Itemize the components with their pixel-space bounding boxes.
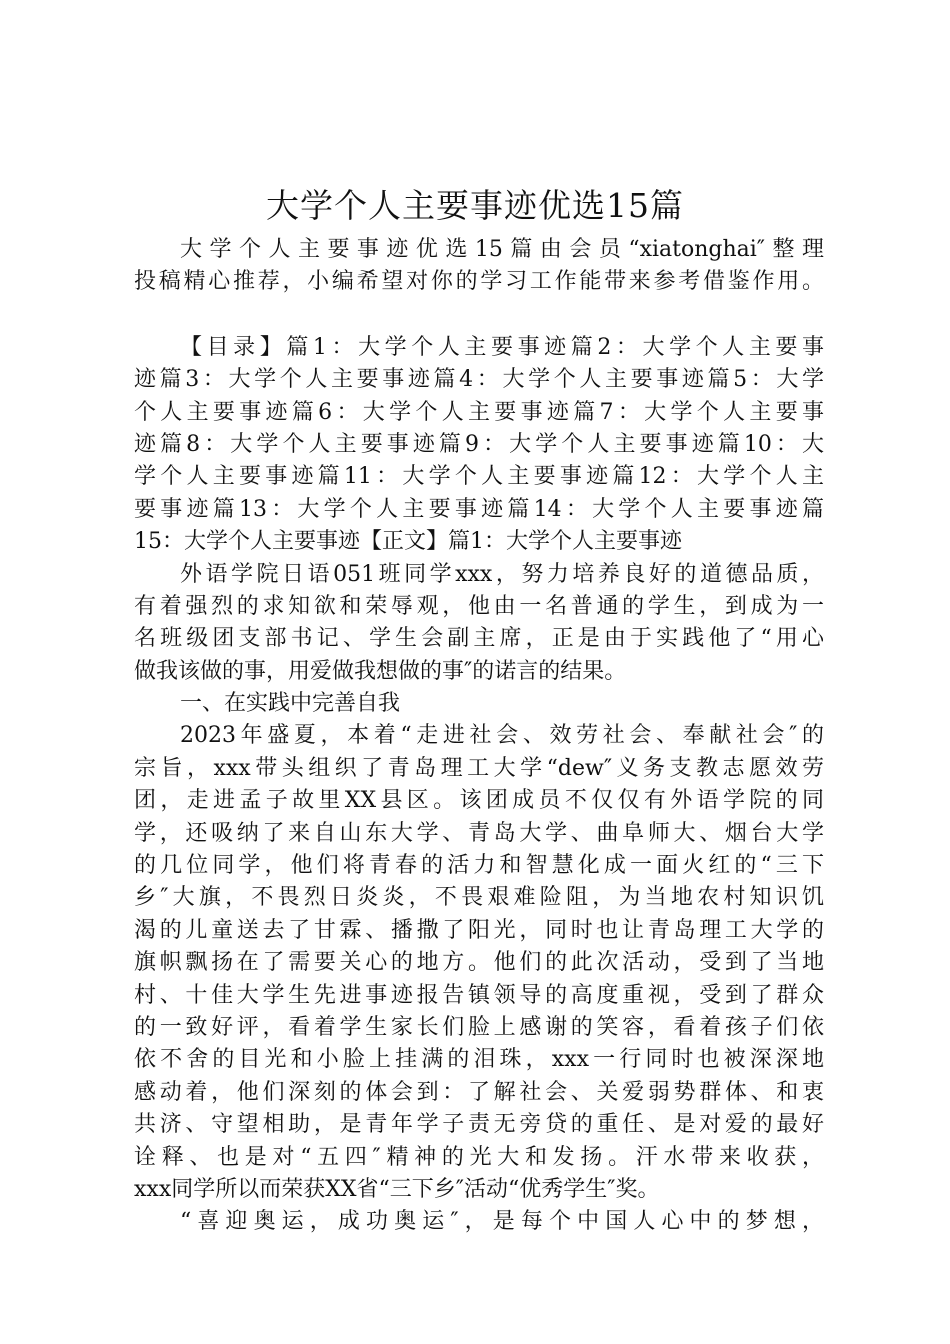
paragraph-line: 依不舍的目光和小脸上挂满的泪珠，xxx一行同时也被深深地 [134, 1047, 824, 1073]
paragraph-line: 的几位同学，他们将青春的活力和智慧化成一面火红的“三下 [134, 853, 824, 879]
toc-line: 迹篇3：大学个人主要事迹篇4：大学个人主要事迹篇5：大学 [134, 367, 824, 393]
document-body [134, 234, 824, 1239]
paragraph-line: 旗帜飘扬在了需要关心的地方。他们的此次活动，受到了当地 [134, 950, 824, 976]
paragraph-line: 渴的儿童送去了甘霖、播撒了阳光，同时也让青岛理工大学的 [134, 917, 824, 943]
paragraph-line: 2023年盛夏，本着“走进社会、效劳社会、奉献社会″的 [180, 723, 824, 749]
paragraph-line: 有着强烈的求知欲和荣辱观，他由一名普通的学生，到成为一 [134, 593, 824, 619]
paragraph-line: 感动着，他们深刻的体会到：了解社会、关爱弱势群体、和衷 [134, 1079, 824, 1105]
paragraph-gap [134, 299, 824, 332]
paragraph-line: 学，还吸纳了来自山东大学、青岛大学、曲阜师大、烟台大学 [134, 820, 824, 846]
document-title: 大学个人主要事迹优选15篇 [266, 186, 684, 225]
paragraph-line: 诠释、也是对“五四″精神的光大和发扬。汗水带来收获， [134, 1144, 824, 1170]
paragraph-line: 乡″大旗，不畏烈日炎炎，不畏艰难险阻，为当地农村知识饥 [134, 885, 824, 911]
paragraph-line: 宗旨，xxx带头组织了青岛理工大学“dew″义务支教志愿效劳 [134, 755, 824, 781]
toc-line: 【目录】篇1：大学个人主要事迹篇2：大学个人主要事 [180, 334, 824, 360]
toc-line: 迹篇8：大学个人主要事迹篇9：大学个人主要事迹篇10：大 [134, 431, 824, 457]
toc-line: 要事迹篇13：大学个人主要事迹篇14：大学个人主要事迹篇 [134, 496, 824, 522]
toc-line: 15：大学个人主要事迹【正文】篇1：大学个人主要事迹 [134, 529, 682, 555]
paragraph-line: xxx同学所以而荣获XX省“三下乡″活动“优秀学生″奖。 [134, 1176, 660, 1202]
paragraph-line: “喜迎奥运，成功奥运″，是每个中国人心中的梦想， [180, 1209, 824, 1235]
toc-line: 个人主要事迹篇6：大学个人主要事迹篇7：大学个人主要事 [134, 399, 824, 425]
intro-line: 大学个人主要事迹优选15篇由会员“xiatonghai″整理 [180, 237, 824, 262]
section-heading: 一、在实践中完善自我 [180, 691, 401, 717]
toc-line: 学个人主要事迹篇11：大学个人主要事迹篇12：大学个人主 [134, 464, 824, 490]
paragraph-line: 做我该做的事，用爱做我想做的事″的诺言的结果。 [134, 658, 627, 684]
paragraph-line: 共济、守望相助，是青年学子责无旁贷的重任、是对爱的最好 [134, 1112, 824, 1138]
paragraph-line: 外语学院日语051班同学xxx，努力培养良好的道德品质， [180, 561, 824, 587]
paragraph-line: 的一致好评，看着学生家长们脸上感谢的笑容，看着孩子们依 [134, 1014, 824, 1040]
paragraph-line: 名班级团支部书记、学生会副主席，正是由于实践他了“用心 [134, 626, 824, 652]
paragraph-line: 村、十佳大学生先进事迹报告镇领导的高度重视，受到了群众 [134, 982, 824, 1008]
paragraph-line: 团，走进孟子故里XX县区。该团成员不仅仅有外语学院的同 [134, 788, 824, 814]
intro-line: 投稿精心推荐，小编希望对你的学习工作能带来参考借鉴作用。 [134, 269, 824, 295]
